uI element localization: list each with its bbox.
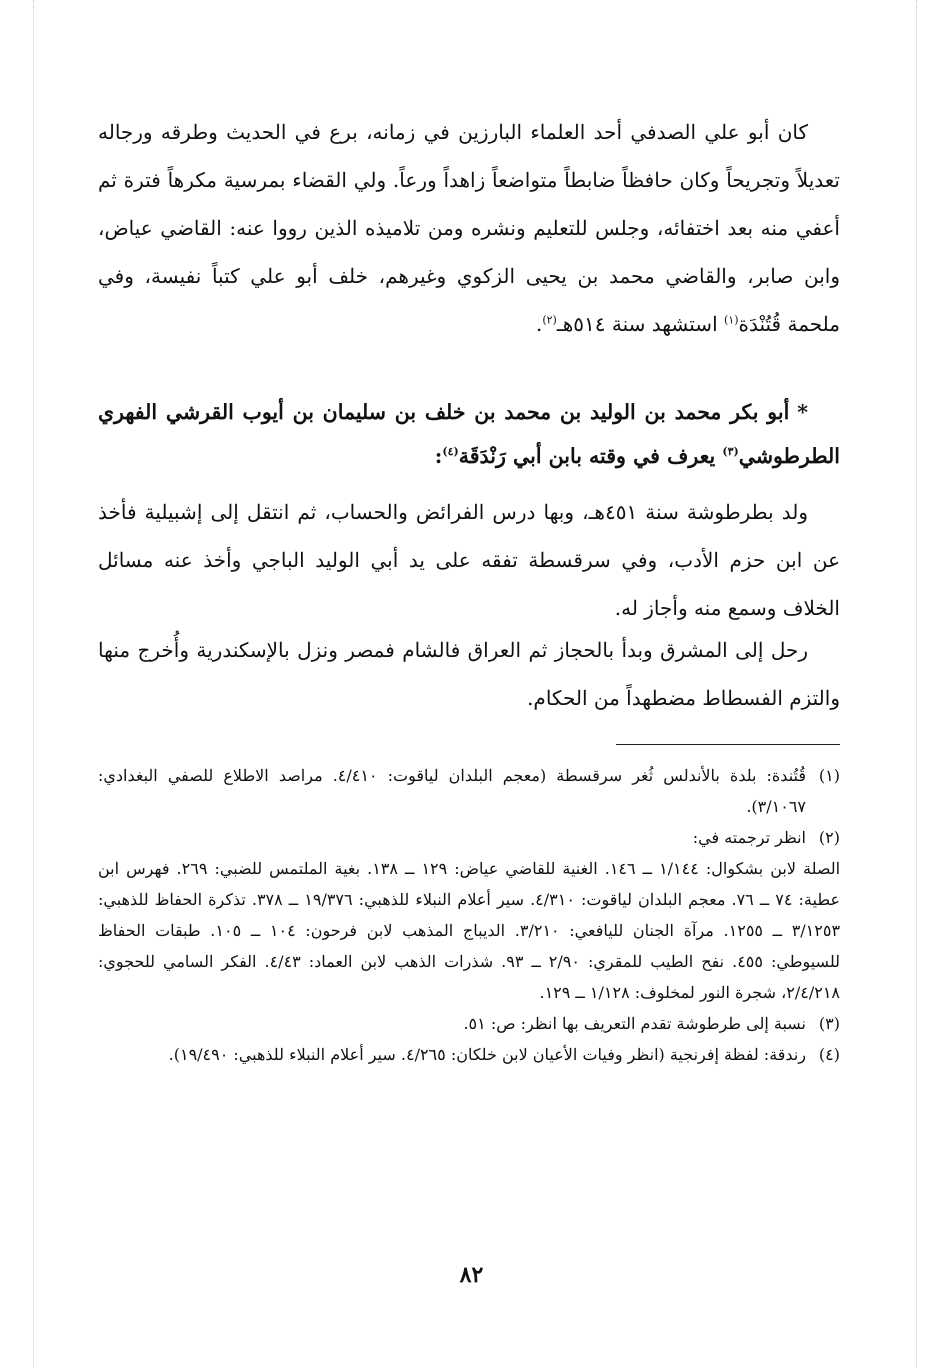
footnotes-section (98, 760, 840, 1070)
heading-end: : (434, 444, 443, 468)
footnote-number: (٣) (818, 1014, 840, 1033)
entry-heading-turtushi (98, 390, 840, 478)
paragraph-travels: رحل إلى المشرق وبدأ بالحجاز ثم العراق فالشام فمصر ونزل بالإسكندرية وأُخرج منها والتزم الفسطاط مضطهداً من الحكام. (98, 638, 840, 710)
footnote-number: (١) (818, 766, 840, 785)
footnote-2 (98, 822, 840, 1008)
paragraph-biography-sadafi (98, 108, 840, 348)
footnote-ref-3: (٣) (722, 445, 739, 459)
footnote-4 (98, 1039, 840, 1070)
footnote-separator (616, 744, 840, 745)
footnote-ref-4: (٤) (442, 445, 459, 459)
paragraph-1-text: كان أبو علي الصدفي أحد العلماء البارزين في زمانه، برع في الحديث وطرقه ورجاله تعديلاً وتجريحاً وكان حافظاً ضابطاً متواضعاً زاهداً ورعاً. ولي القضاء بمرسية مكرهاً فترة ثم أعفي منه بعد اختفائه، وجلس للتعليم ونشره ومن تلاميذه الذين رووا عنه: القاضي عياض، وابن صابر، والقاضي محمد بن يحيى الزكوي وغيرهم، خلف أبو علي كتباً نفيسة، وفي ملحمة قُتُنْدَة (98, 120, 840, 336)
footnote-text: نسبة إلى طرطوشة تقدم التعريف بها انظر: ص: ٥١. (463, 1014, 806, 1033)
footnote-ref-1: (١) (723, 313, 739, 327)
footnote-sources-list: الصلة لابن بشكوال: ١/١٤٤ ــ ١٤٦. الغنية للقاضي عياض: ١٢٩ ــ ١٣٨. بغية الملتمس للضبي: ٢٦٩. فهرس ابن عطية: ٧٤ ــ ٧٦. معجم البلدان لياقوت: ٤/٣١٠. سير أعلام النبلاء للذهبي: ١٩/٣٧٦ ــ ٣٧٨. تذكرة الحفاظ للذهبي: ٣/١٢٥٣ ــ ١٢٥٥. مرآة الجنان لليافعي: ٣/٢١٠. الديباج المذهب لابن فرحون: ١٠٤ ــ ١٠٥. طبقات الحفاظ للسيوطي: ٤٥٥. نفح الطيب للمقري: ٢/٩٠ ــ ٩٣. شذرات الذهب لابن العماد: ٤/٤٣. الفكر السامي للحجوي: ٢/٤/٢١٨، شجرة النور لمخلوف: ١/١٢٨ ــ ١٢٩. (98, 859, 841, 1002)
paragraph-1-cont: استشهد سنة ٥١٤هـ (556, 312, 724, 336)
paragraph-birth-and-study: ولد بطرطوشة سنة ٤٥١هـ، وبها درس الفرائض والحساب، ثم انتقل إلى إشبيلية فأخذ عن ابن حزم الأدب، وفي سرقسطة تفقه على يد أبي الوليد الباجي وأخذ عنه مسائل الخلاف وسمع منه وأجاز له. (98, 500, 840, 620)
footnote-text: قُتُندة: بلدة بالأندلس ثُغر سرقسطة (معجم البلدان لياقوت: ٤/٤١٠. مراصد الاطلاع للصفي البغدادي: ٣/١٠٦٧). (98, 766, 806, 816)
heading-known-as: يعرف في وقته بابن أبي رَنْدَقَة (458, 444, 723, 468)
paragraph-1-end: . (535, 312, 543, 336)
scanner-guide-right (916, 0, 917, 1368)
heading-name: أبو بكر محمد بن الوليد بن محمد بن خلف بن سليمان بن أيوب القرشي الفهري الطرطوشي (98, 400, 840, 468)
footnote-text: رندقة: لفظة إفرنجية (انظر وفيات الأعيان لابن خلكان: ٤/٢٦٥. سير أعلام النبلاء للذهبي: ١٩/٤٩٠). (168, 1045, 806, 1064)
footnote-3 (98, 1008, 840, 1039)
star-bullet: * (797, 400, 808, 424)
footnote-ref-2: (٢) (542, 313, 557, 327)
footnote-text: انظر ترجمته في: (692, 828, 806, 847)
page-number: ٨٢ (459, 1262, 484, 1288)
scanner-guide-left (33, 0, 34, 1368)
footnote-1 (98, 760, 840, 822)
footnote-number: (٤) (818, 1045, 840, 1064)
footnote-number: (٢) (818, 828, 840, 847)
